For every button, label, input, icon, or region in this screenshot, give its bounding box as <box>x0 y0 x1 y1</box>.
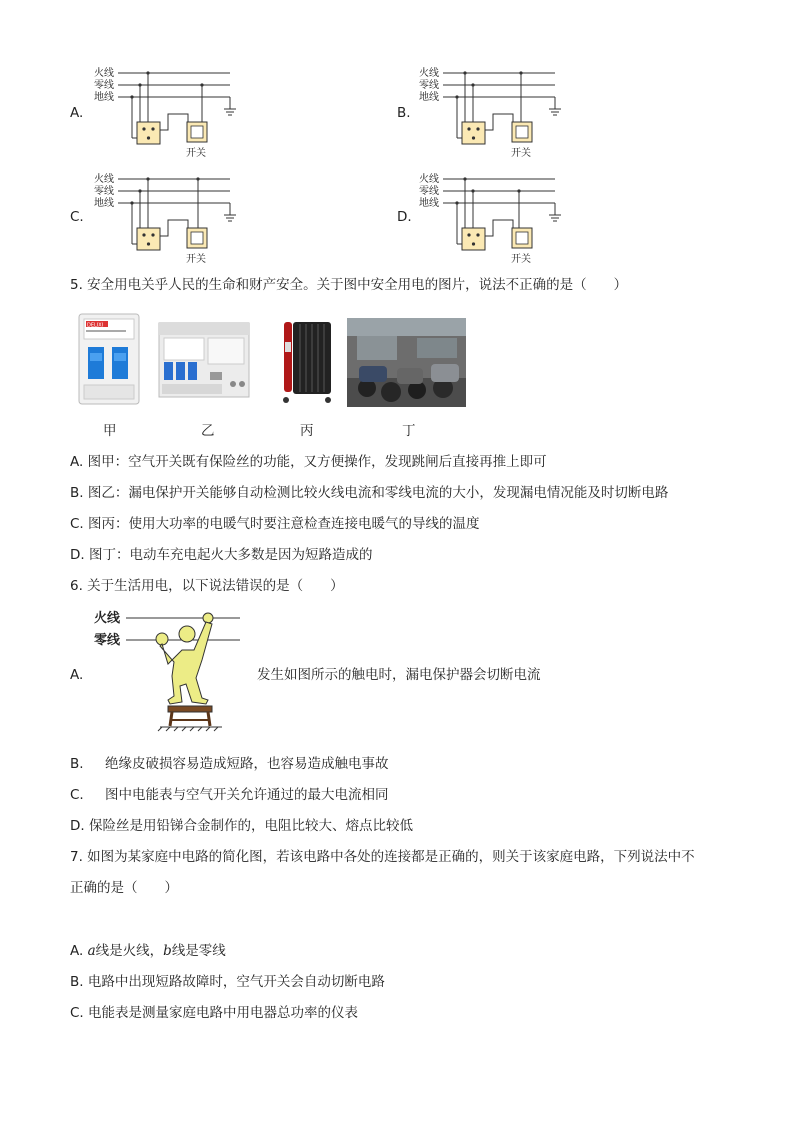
q7-stem-line2: 正确的是（ ） <box>70 880 178 896</box>
q4-option-b-diagram <box>415 62 575 162</box>
ground-wire-label: 地线 <box>419 92 439 103</box>
socket-icon <box>137 122 160 144</box>
q7-option-c[interactable]: C. 电能表是测量家庭电路中用电器总功率的仪表 <box>70 1005 359 1021</box>
neutral-wire-label: 零线 <box>94 186 114 197</box>
photo-label-jia: 甲 <box>103 423 117 439</box>
live-wire-label: 火线 <box>94 611 121 626</box>
neutral-wire-label: 零线 <box>94 633 121 648</box>
q4-option-d-diagram <box>415 168 575 268</box>
switch-label: 开关 <box>511 254 531 265</box>
q6-stem: 6. 关于生活用电，以下说法错误的是（ ） <box>70 578 344 594</box>
q5-option-a[interactable]: A. 图甲：空气开关既有保险丝的功能，又方便操作，发现跳闸后直接再推上即可 <box>70 454 547 470</box>
q4-option-c-diagram <box>90 168 250 268</box>
photo-leakage-protector <box>158 322 250 398</box>
q6-option-c-text[interactable]: 图中电能表与空气开关允许通过的最大电流相同 <box>105 787 389 803</box>
q4-option-c-letter[interactable]: C. <box>70 209 84 225</box>
neutral-wire-label: 零线 <box>419 186 439 197</box>
switch-label: 开关 <box>186 148 206 159</box>
q6-option-d[interactable]: D. 保险丝是用铅锑合金制作的，电阻比较大、熔点比较低 <box>70 818 413 834</box>
neutral-wire-label: 零线 <box>94 80 114 91</box>
q7-option-a-prefix: A. <box>70 943 88 959</box>
q7-option-a-end: 线是零线 <box>171 943 226 959</box>
photo-label-bing: 丙 <box>300 423 314 439</box>
ground-wire-label: 地线 <box>94 92 114 103</box>
photo-air-switch <box>78 313 140 405</box>
q5-option-c[interactable]: C. 图丙：使用大功率的电暖气时要注意检查连接电暖气的导线的温度 <box>70 516 480 532</box>
photo-label-ding: 丁 <box>402 423 416 439</box>
q6-option-a-figure <box>90 606 250 732</box>
socket-icon <box>462 228 485 250</box>
q7-stem-line1: 7. 如图为某家庭中电路的简化图，若该电路中各处的连接都是正确的，则关于该家庭电路，下列说法中不 <box>70 849 695 865</box>
switch-label: 开关 <box>186 254 206 265</box>
socket-icon <box>462 122 485 144</box>
q6-option-b-text[interactable]: 绝缘皮破损容易造成短路，也容易造成触电事故 <box>105 756 389 772</box>
ground-wire-label: 地线 <box>94 198 114 209</box>
q6-option-c-letter[interactable]: C. <box>70 787 84 803</box>
live-wire-label: 火线 <box>94 68 114 79</box>
q6-option-a-letter[interactable]: A. <box>70 667 84 683</box>
ground-wire-label: 地线 <box>419 198 439 209</box>
live-wire-label: 火线 <box>419 174 439 185</box>
live-wire-label: 火线 <box>94 174 114 185</box>
q6-option-b-letter[interactable]: B. <box>70 756 84 772</box>
photo-label-yi: 乙 <box>201 423 215 439</box>
q7-option-b[interactable]: B. 电路中出现短路故障时，空气开关会自动切断电路 <box>70 974 385 990</box>
q6-option-a-text[interactable]: 发生如图所示的触电时，漏电保护器会切断电流 <box>257 667 541 683</box>
socket-icon <box>137 228 160 250</box>
q4-option-a-diagram <box>90 62 250 162</box>
q4-option-a-letter[interactable]: A. <box>70 105 84 121</box>
q7-var-b: b <box>163 943 172 959</box>
photo-electric-heater <box>278 318 336 404</box>
q7-option-a-mid: 线是火线， <box>95 943 164 959</box>
live-wire-label: 火线 <box>419 68 439 79</box>
breaker-brand-text: DELIXI <box>87 322 104 329</box>
neutral-wire-label: 零线 <box>419 80 439 91</box>
switch-label: 开关 <box>511 148 531 159</box>
photo-ebike-garage <box>347 318 466 407</box>
q5-option-d[interactable]: D. 图丁：电动车充电起火大多数是因为短路造成的 <box>70 547 373 563</box>
q4-option-b-letter[interactable]: B. <box>397 105 411 121</box>
q5-option-b[interactable]: B. 图乙：漏电保护开关能够自动检测比较火线电流和零线电流的大小，发现漏电情况能及时切断电路 <box>70 485 669 501</box>
q7-option-a[interactable] <box>70 942 226 960</box>
q4-option-d-letter[interactable]: D. <box>397 209 412 225</box>
q7-var-a: a <box>87 943 96 959</box>
q5-stem: 5. 安全用电关乎人民的生命和财产安全。关于图中安全用电的图片，说法不正确的是（ ） <box>70 277 628 293</box>
